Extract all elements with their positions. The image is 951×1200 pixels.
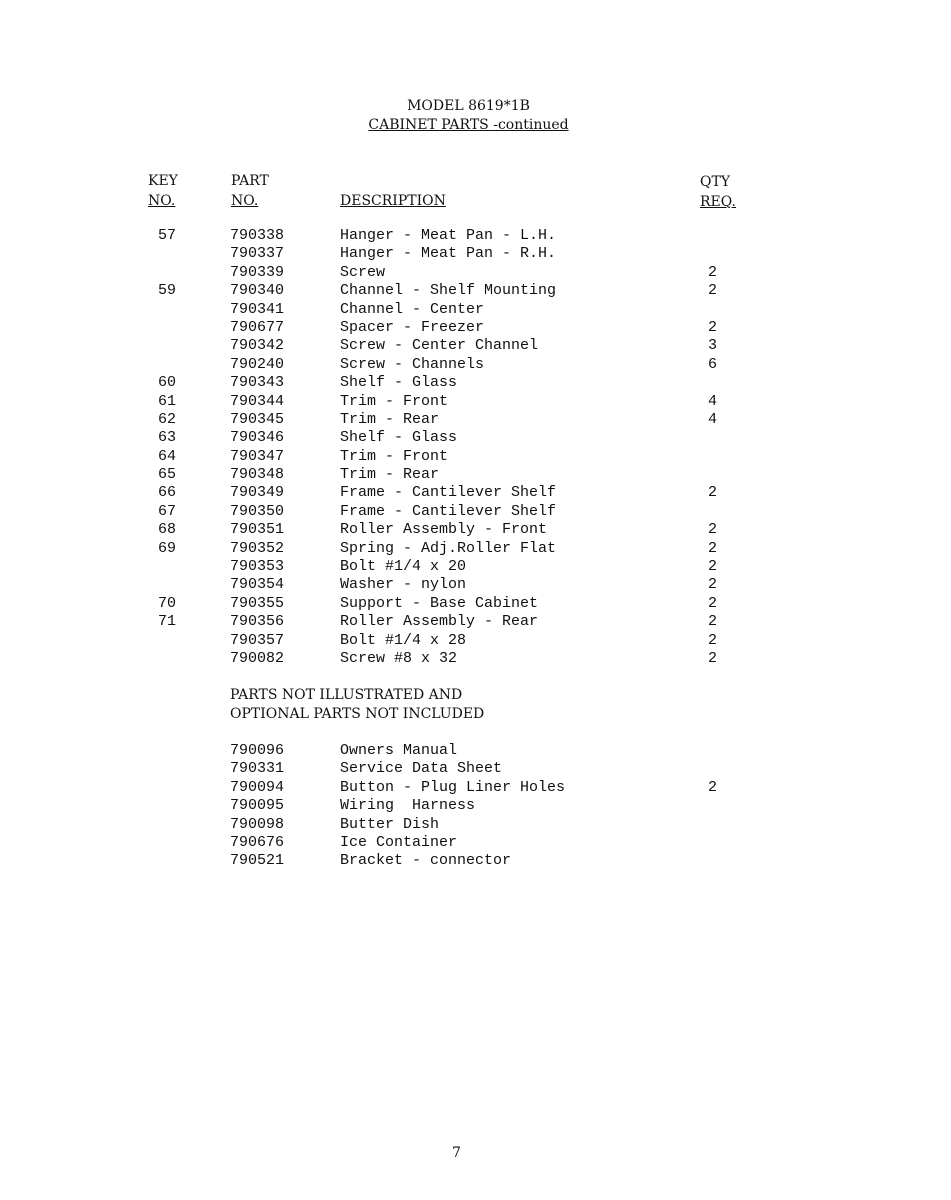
qty-cell: 2 bbox=[708, 521, 718, 539]
qty-cell: 2 bbox=[708, 778, 718, 796]
description-cell: Frame - Cantilever Shelf bbox=[340, 484, 557, 502]
part-header-line2: NO. bbox=[231, 193, 259, 209]
table-row bbox=[0, 558, 951, 576]
part-no-cell: 790340 bbox=[230, 282, 285, 300]
qty-cell: 4 bbox=[708, 410, 718, 428]
table-row bbox=[0, 264, 951, 282]
table-row bbox=[0, 411, 951, 429]
part-no-cell: 790337 bbox=[230, 245, 285, 263]
part-no-cell: 790341 bbox=[230, 300, 285, 318]
table-row bbox=[0, 356, 951, 374]
description-cell: Washer - nylon bbox=[340, 576, 467, 594]
qty-cell: 2 bbox=[708, 539, 718, 557]
part-no-cell: 790349 bbox=[230, 484, 285, 502]
part-no-cell: 790521 bbox=[230, 852, 285, 870]
description-cell: Butter Dish bbox=[340, 815, 440, 833]
table-row bbox=[0, 282, 951, 300]
qty-header-line1: QTY bbox=[700, 174, 731, 190]
key-no-cell: 66 bbox=[158, 484, 177, 502]
description-cell: Button - Plug Liner Holes bbox=[340, 778, 566, 796]
part-no-cell: 790338 bbox=[230, 227, 285, 244]
table-row bbox=[0, 227, 951, 245]
part-no-cell: 790096 bbox=[230, 742, 285, 759]
description-cell: Screw #8 x 32 bbox=[340, 649, 458, 667]
table-row bbox=[0, 466, 951, 484]
description-cell: Service Data Sheet bbox=[340, 760, 503, 778]
description-cell: Trim - Rear bbox=[340, 410, 440, 428]
table-row bbox=[0, 484, 951, 502]
part-no-cell: 790095 bbox=[230, 797, 285, 815]
description-cell: Bracket - connector bbox=[340, 852, 512, 870]
qty-cell: 3 bbox=[708, 337, 718, 355]
part-no-cell: 790347 bbox=[230, 447, 285, 465]
key-no-cell: 62 bbox=[158, 410, 177, 428]
part-no-cell: 790357 bbox=[230, 631, 285, 649]
part-no-cell: 790082 bbox=[230, 649, 285, 667]
page-number: 7 bbox=[452, 1145, 461, 1161]
description-cell: Ice Container bbox=[340, 833, 458, 851]
description-cell: Hanger - Meat Pan - R.H. bbox=[340, 245, 557, 263]
key-no-cell: 60 bbox=[158, 374, 177, 392]
qty-cell: 2 bbox=[708, 282, 718, 300]
part-no-cell: 790353 bbox=[230, 558, 285, 576]
table-row bbox=[0, 816, 951, 834]
qty-cell: 2 bbox=[708, 484, 718, 502]
model-title: MODEL 8619*1B bbox=[407, 98, 530, 114]
key-no-cell: 61 bbox=[158, 392, 177, 410]
part-no-cell: 790355 bbox=[230, 594, 285, 612]
key-no-cell: 67 bbox=[158, 502, 177, 520]
description-cell: Wiring Harness bbox=[340, 797, 476, 815]
part-no-header bbox=[231, 171, 269, 211]
qty-cell: 4 bbox=[708, 392, 718, 410]
part-no-cell: 790351 bbox=[230, 521, 285, 539]
part-no-cell: 790339 bbox=[230, 263, 285, 281]
table-row bbox=[0, 540, 951, 558]
table-row bbox=[0, 760, 951, 778]
part-no-cell: 790343 bbox=[230, 374, 285, 392]
part-no-cell: 790342 bbox=[230, 337, 285, 355]
part-no-cell: 790094 bbox=[230, 778, 285, 796]
key-no-cell: 59 bbox=[158, 282, 177, 300]
description-cell: Screw - Channels bbox=[340, 355, 485, 373]
table-row bbox=[0, 797, 951, 815]
key-no-header bbox=[148, 171, 178, 211]
qty-cell: 2 bbox=[708, 649, 718, 667]
notes-line2: OPTIONAL PARTS NOT INCLUDED bbox=[230, 706, 485, 722]
table-row bbox=[0, 650, 951, 668]
qty-cell: 2 bbox=[708, 576, 718, 594]
part-no-cell: 790356 bbox=[230, 613, 285, 631]
qty-header bbox=[700, 172, 736, 212]
description-header: DESCRIPTION bbox=[340, 193, 446, 209]
part-no-cell: 790346 bbox=[230, 429, 285, 447]
description-cell: Channel - Shelf Mounting bbox=[340, 282, 557, 300]
description-cell: Trim - Front bbox=[340, 392, 449, 410]
qty-cell: 2 bbox=[708, 613, 718, 631]
part-no-cell: 790354 bbox=[230, 576, 285, 594]
key-header-line1: KEY bbox=[148, 173, 178, 189]
part-no-cell: 790348 bbox=[230, 466, 285, 484]
table-row bbox=[0, 576, 951, 594]
part-header-line1: PART bbox=[231, 173, 269, 189]
description-cell: Owners Manual bbox=[340, 742, 458, 759]
key-no-cell: 64 bbox=[158, 447, 177, 465]
key-no-cell: 65 bbox=[158, 466, 177, 484]
description-cell: Support - Base Cabinet bbox=[340, 594, 539, 612]
table-row bbox=[0, 742, 951, 760]
qty-cell: 2 bbox=[708, 594, 718, 612]
description-cell: Bolt #1/4 x 20 bbox=[340, 558, 467, 576]
table-row bbox=[0, 613, 951, 631]
qty-cell: 6 bbox=[708, 355, 718, 373]
table-row bbox=[0, 245, 951, 263]
description-cell: Hanger - Meat Pan - L.H. bbox=[340, 227, 557, 244]
table-row bbox=[0, 503, 951, 521]
table-row bbox=[0, 852, 951, 870]
key-header-line2: NO. bbox=[148, 193, 176, 209]
table-row bbox=[0, 521, 951, 539]
key-no-cell: 71 bbox=[158, 613, 177, 631]
part-no-cell: 790331 bbox=[230, 760, 285, 778]
table-row bbox=[0, 337, 951, 355]
table-row bbox=[0, 595, 951, 613]
part-no-cell: 790676 bbox=[230, 833, 285, 851]
qty-cell: 2 bbox=[708, 558, 718, 576]
table-row bbox=[0, 632, 951, 650]
part-no-cell: 790098 bbox=[230, 815, 285, 833]
qty-cell: 2 bbox=[708, 263, 718, 281]
part-no-cell: 790240 bbox=[230, 355, 285, 373]
description-cell: Trim - Rear bbox=[340, 466, 440, 484]
qty-cell: 2 bbox=[708, 631, 718, 649]
table-row bbox=[0, 393, 951, 411]
qty-header-line2: REQ. bbox=[700, 194, 736, 210]
table-row bbox=[0, 301, 951, 319]
notes-line1: PARTS NOT ILLUSTRATED AND bbox=[230, 687, 463, 703]
table-row bbox=[0, 429, 951, 447]
table-row bbox=[0, 779, 951, 797]
part-no-cell: 790345 bbox=[230, 410, 285, 428]
description-cell: Bolt #1/4 x 28 bbox=[340, 631, 467, 649]
description-cell: Screw - Center Channel bbox=[340, 337, 539, 355]
key-no-cell: 68 bbox=[158, 521, 177, 539]
description-cell: Spacer - Freezer bbox=[340, 318, 485, 336]
description-cell: Channel - Center bbox=[340, 300, 485, 318]
description-cell: Spring - Adj.Roller Flat bbox=[340, 539, 557, 557]
description-cell: Shelf - Glass bbox=[340, 374, 458, 392]
description-cell: Roller Assembly - Rear bbox=[340, 613, 539, 631]
description-cell: Trim - Front bbox=[340, 447, 449, 465]
part-no-cell: 790352 bbox=[230, 539, 285, 557]
description-cell: Roller Assembly - Front bbox=[340, 521, 548, 539]
key-no-cell: 70 bbox=[158, 594, 177, 612]
part-no-cell: 790350 bbox=[230, 502, 285, 520]
extra-parts-table bbox=[0, 742, 951, 871]
key-no-cell: 63 bbox=[158, 429, 177, 447]
table-row bbox=[0, 374, 951, 392]
key-no-cell: 57 bbox=[158, 227, 177, 244]
qty-cell: 2 bbox=[708, 318, 718, 336]
part-no-cell: 790677 bbox=[230, 318, 285, 336]
description-cell: Frame - Cantilever Shelf bbox=[340, 502, 557, 520]
section-title: CABINET PARTS -continued bbox=[368, 117, 569, 133]
table-row bbox=[0, 319, 951, 337]
parts-table bbox=[0, 227, 951, 668]
part-no-cell: 790344 bbox=[230, 392, 285, 410]
table-row bbox=[0, 834, 951, 852]
key-no-cell: 69 bbox=[158, 539, 177, 557]
description-cell: Shelf - Glass bbox=[340, 429, 458, 447]
description-cell: Screw bbox=[340, 263, 386, 281]
table-row bbox=[0, 448, 951, 466]
